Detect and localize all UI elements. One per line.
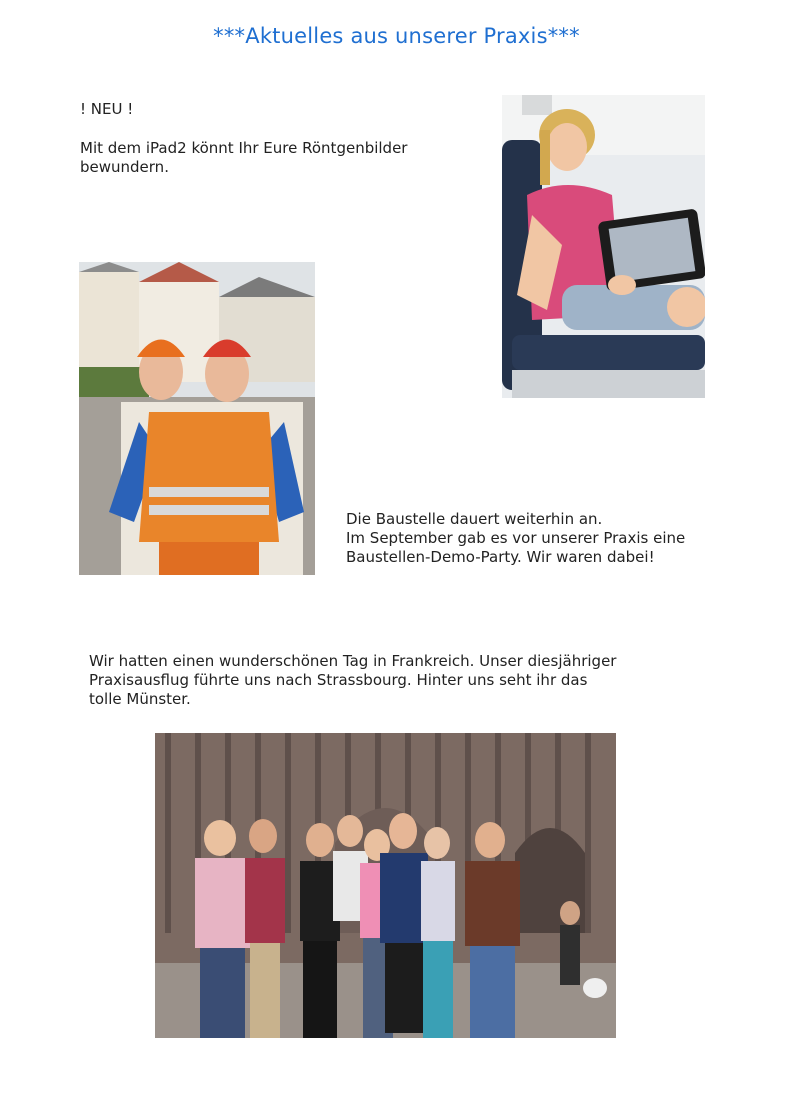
construction-text-line-2: Im September gab es vor unserer Praxis eine [346,529,686,547]
strasbourg-group-illustration [155,733,616,1038]
trip-text-line-1: Wir hatten einen wunderschönen Tag in Frankreich. Unser diesjähriger [89,652,617,670]
page-title: ***Aktuelles aus unserer Praxis*** [213,24,580,48]
trip-text-line-2: Praxisausflug führte uns nach Strassbourg. Hinter uns seht ihr das [89,671,588,689]
ipad-girl-illustration [502,95,705,398]
new-badge: ! NEU ! [80,100,134,118]
construction-party-photo [79,262,315,575]
strasbourg-group-photo [155,733,616,1038]
construction-party-illustration [79,262,315,575]
ipad-text-line-2: bewundern. [80,158,169,176]
ipad-text-line-1: Mit dem iPad2 könnt Ihr Eure Röntgenbilder [80,139,408,157]
construction-text-line-1: Die Baustelle dauert weiterhin an. [346,510,603,528]
trip-text-line-3: tolle Münster. [89,690,191,708]
ipad-girl-photo [502,95,705,398]
construction-text-line-3: Baustellen-Demo-Party. Wir waren dabei! [346,548,655,566]
